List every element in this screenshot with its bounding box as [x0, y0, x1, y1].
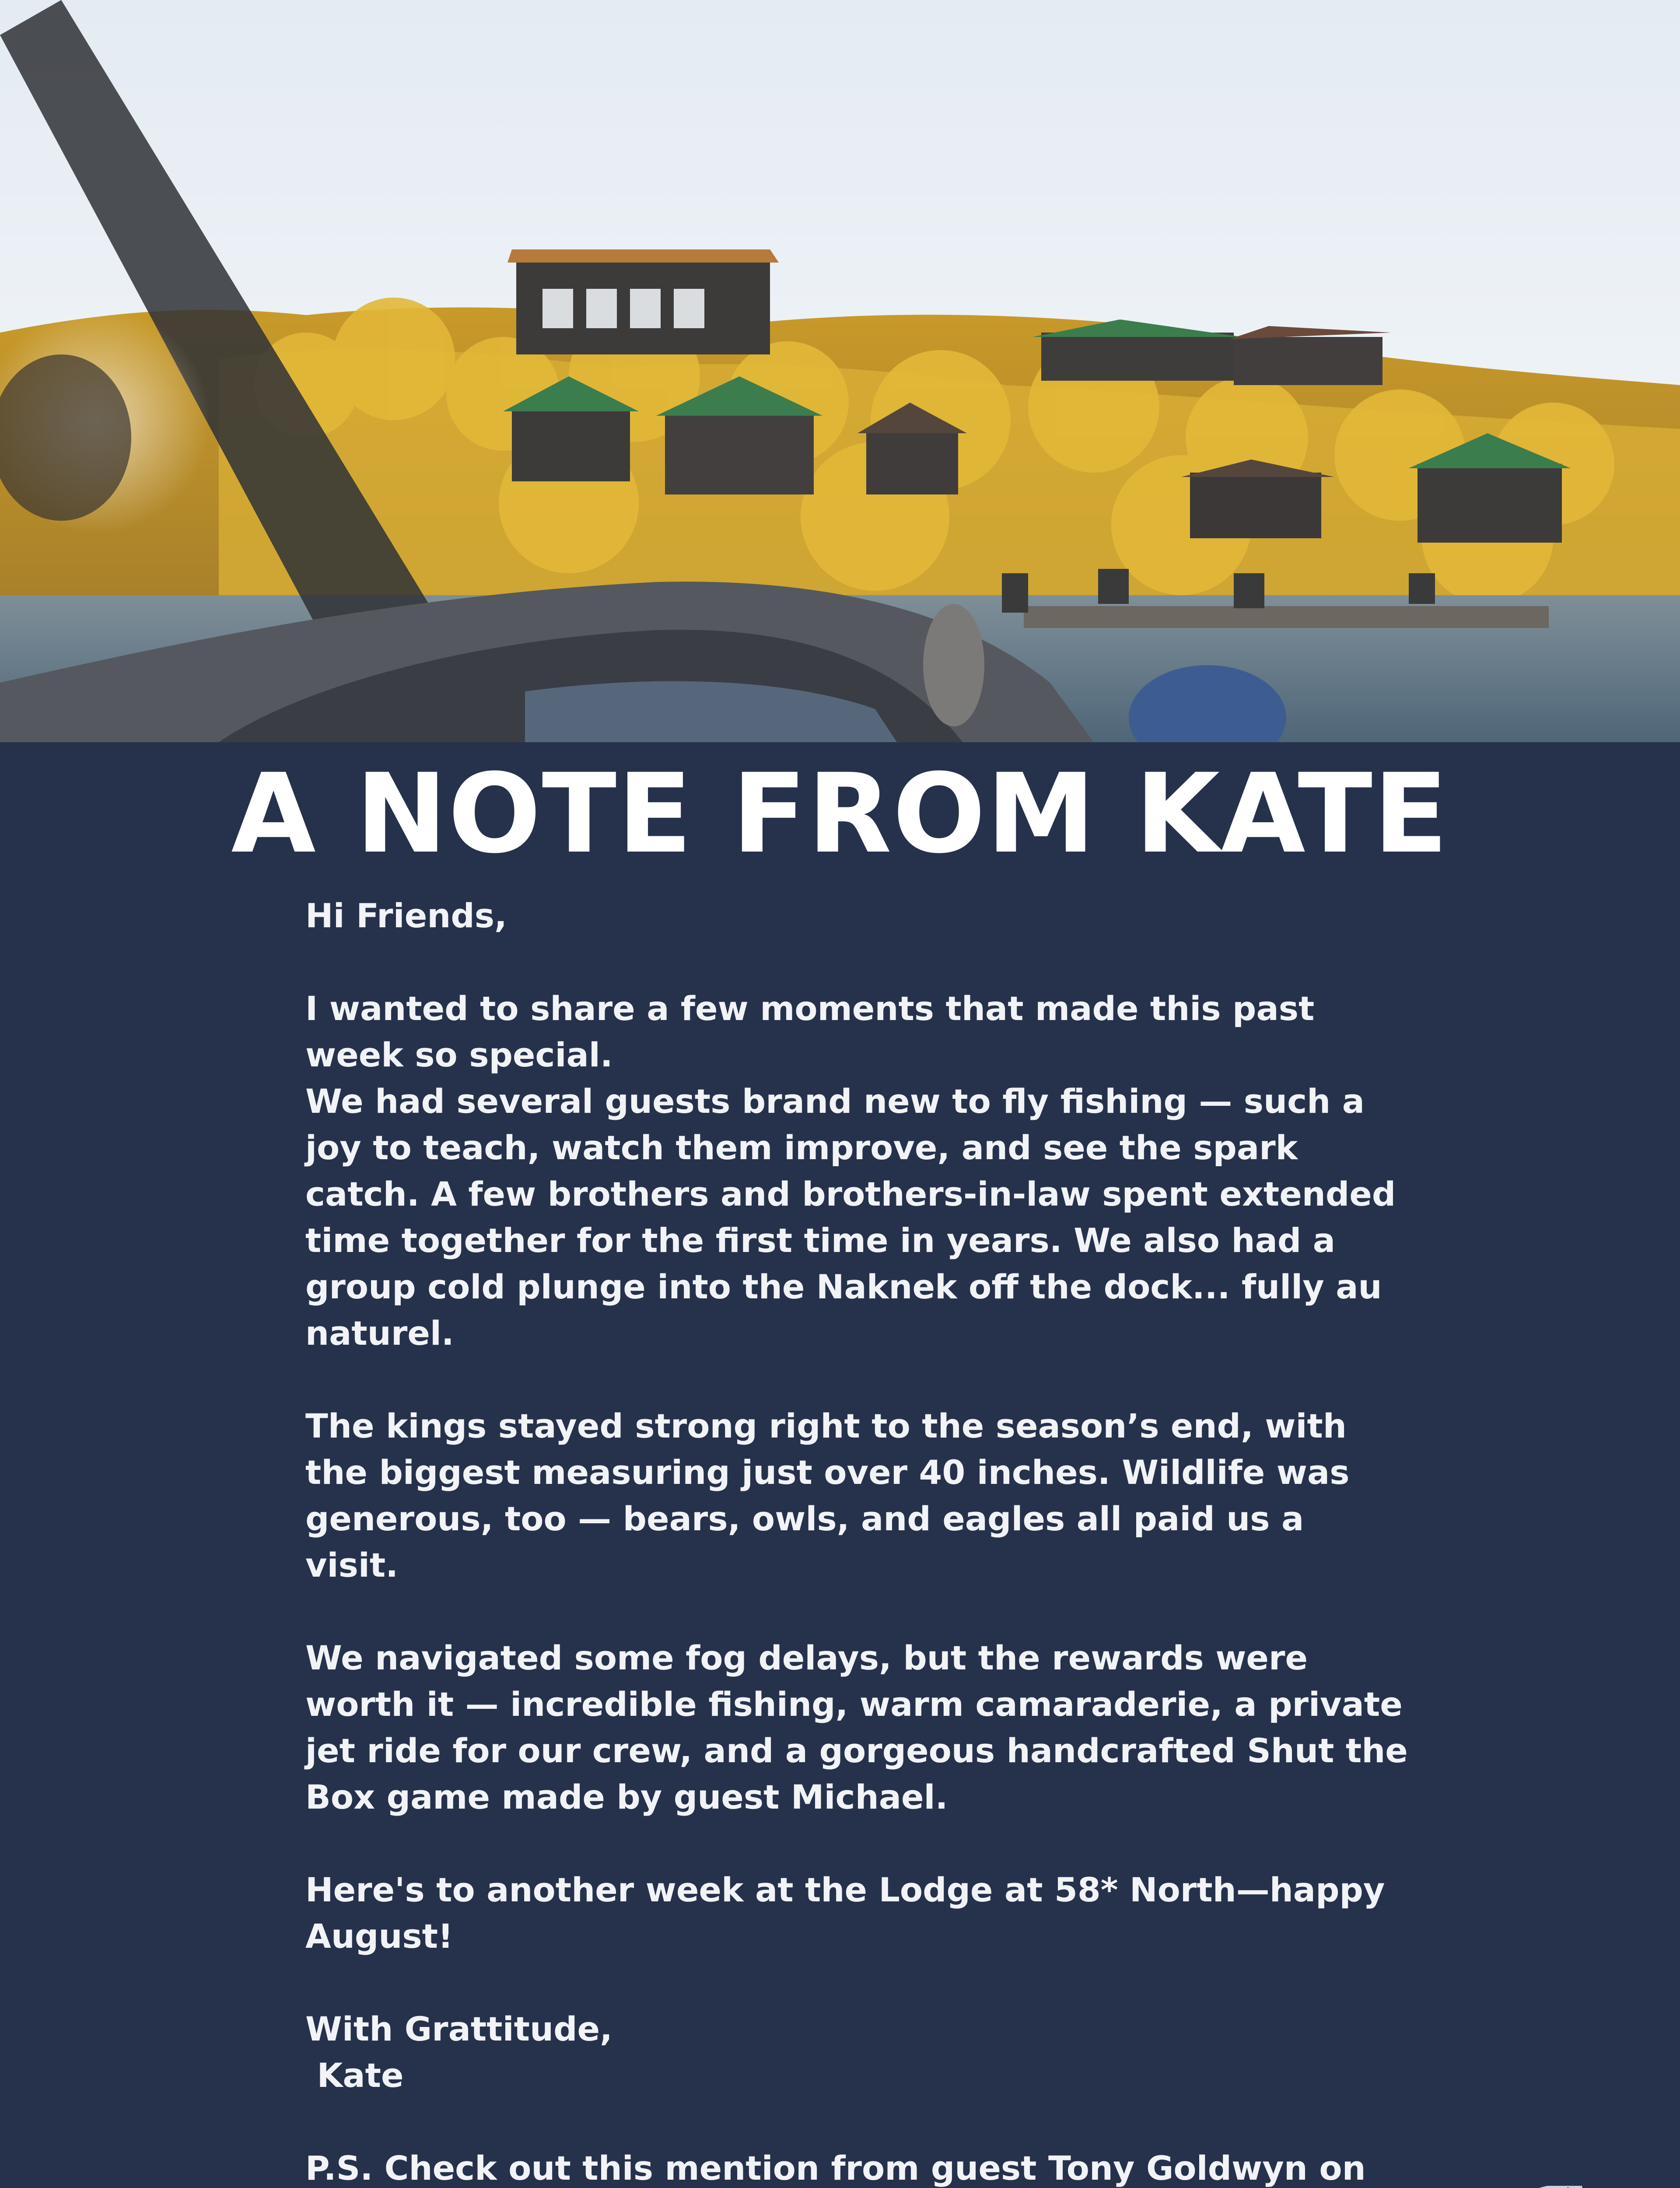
letter-signature: Kate — [305, 2056, 404, 2095]
page-title: A NOTE FROM KATE — [231, 750, 1449, 877]
fish-school-icon — [1378, 2186, 1641, 2188]
letter-paragraph: The kings stayed strong right to the season’s end, with the biggest measuring just over 40 inches. Wildlife was generous, too — bears, owls, and eagles all paid us a visit. — [305, 1406, 1350, 1585]
letter-paragraph: Here's to another week at the Lodge at 58* North—happy August! — [305, 1870, 1385, 1956]
letter-paragraph: We navigated some fog delays, but the rewards were worth it — incredible fishing, warm camaraderie, a private jet ride for our crew, and a gorgeous handcrafted Shut the Box game made by guest Michael. — [305, 1638, 1408, 1816]
letter-greeting: Hi Friends, — [305, 896, 507, 935]
letter-postscript: P.S. Check out this mention from guest Tony Goldwyn on — [305, 2149, 1366, 2188]
letter-body — [305, 893, 1408, 2188]
hero-photo — [0, 0, 1680, 742]
letter-signoff — [305, 2006, 1408, 2099]
letter-paragraph: I wanted to share a few moments that made this past week so special. We had several guests brand new to fly fishing — such a joy to teach, watch them improve, and see the spark catch. A few brothers and brothers-in-law spent extended time together for the first time in years. We also had a group cold plunge into the Naknek off the dock... fully au naturel. — [305, 989, 1396, 1353]
letter-closing: With Grattitude, — [305, 2009, 612, 2048]
